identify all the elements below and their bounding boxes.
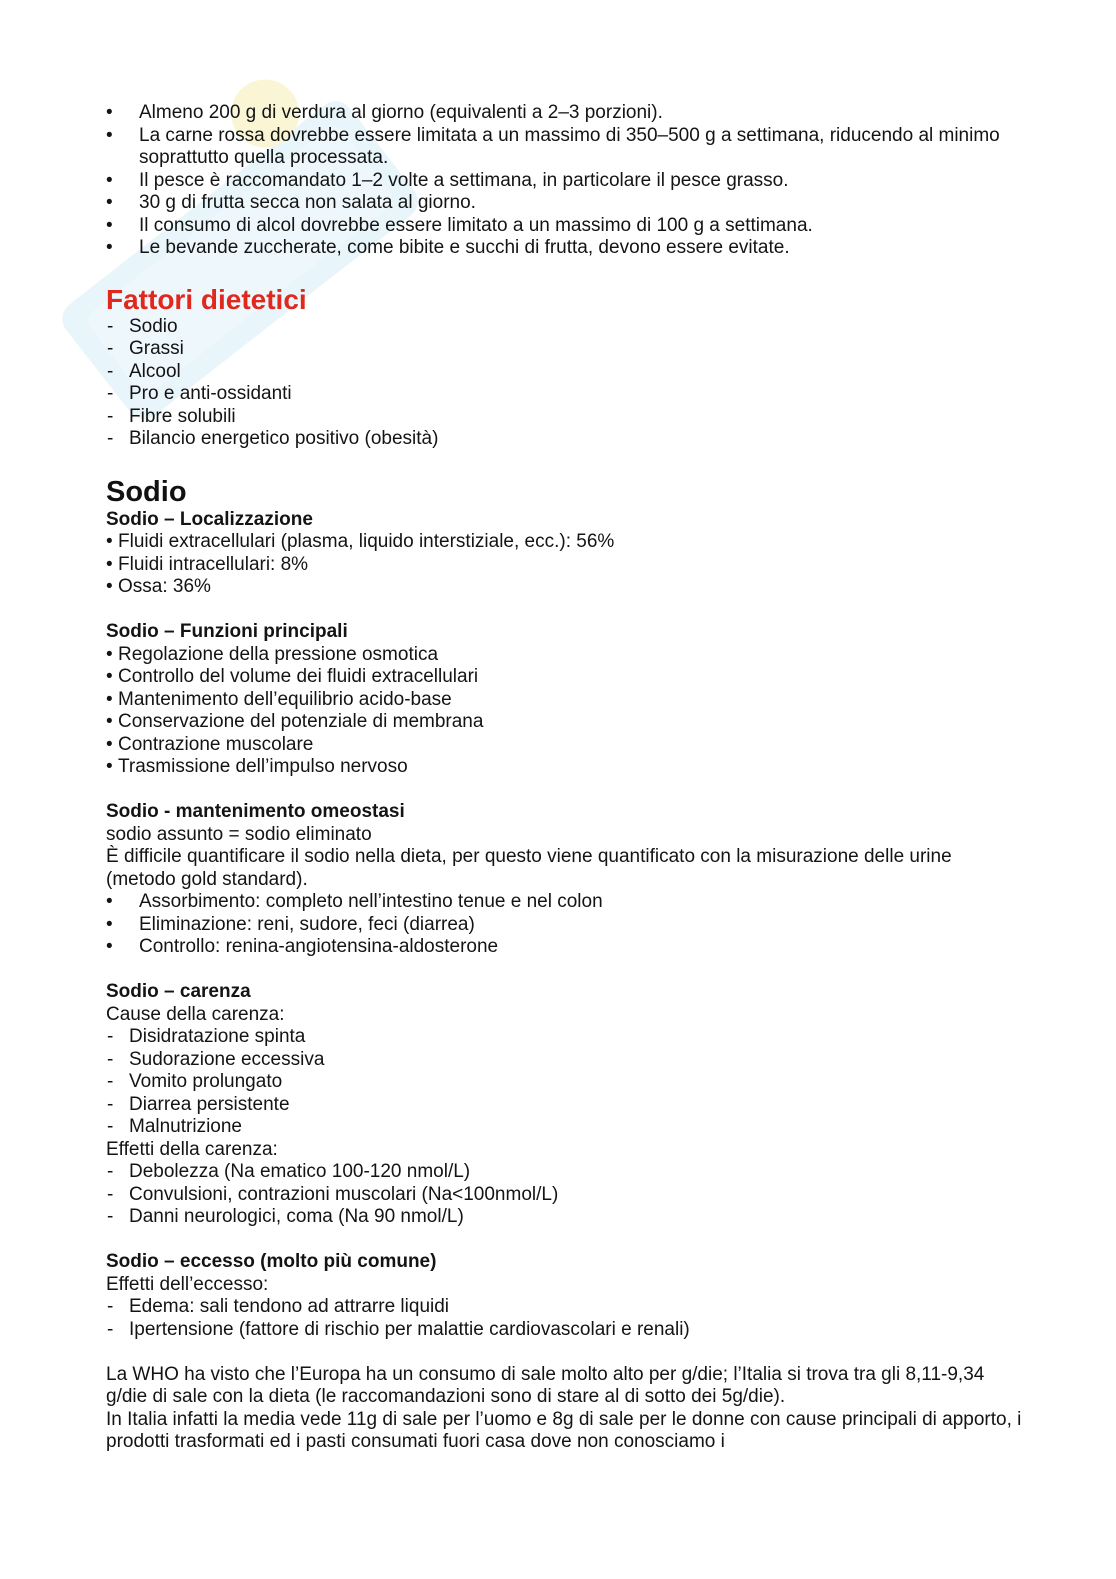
section-title-sodio: Sodio bbox=[106, 475, 187, 508]
list-item: - Sudorazione eccessiva bbox=[106, 1049, 1026, 1072]
intro-bullet-list bbox=[106, 102, 1026, 260]
list-item: - Danni neurologici, coma (Na 90 nmol/L) bbox=[106, 1206, 1026, 1229]
list-item: • Trasmissione dell’impulso nervoso bbox=[106, 756, 1026, 779]
list-item: • Regolazione della pressione osmotica bbox=[106, 644, 1026, 667]
list-item: - Disidratazione spinta bbox=[106, 1026, 1026, 1049]
eccesso-effetti-label: Effetti dell’eccesso: bbox=[106, 1273, 269, 1295]
funzioni-list bbox=[106, 644, 1026, 779]
list-item: • Controllo del volume dei fluidi extracellulari bbox=[106, 666, 1026, 689]
heading-carenza: Sodio – carenza bbox=[106, 981, 251, 1002]
carenza-effetti-label: Effetti della carenza: bbox=[106, 1138, 278, 1160]
list-item: • Controllo: renina-angiotensina-aldosterone bbox=[106, 936, 1026, 959]
list-item: • Almeno 200 g di verdura al giorno (equivalenti a 2–3 porzioni). bbox=[106, 102, 1026, 125]
list-item: - Alcool bbox=[106, 361, 1026, 384]
carenza-effetti-list bbox=[106, 1161, 1026, 1229]
list-item: - Convulsioni, contrazioni muscolari (Na<100nmol/L) bbox=[106, 1184, 1026, 1207]
list-item: - Malnutrizione bbox=[106, 1116, 1026, 1139]
omeostasi-list bbox=[106, 891, 1026, 959]
heading-omeostasi: Sodio - mantenimento omeostasi bbox=[106, 801, 405, 822]
list-item: - Debolezza (Na ematico 100-120 nmol/L) bbox=[106, 1161, 1026, 1184]
list-item: - Pro e anti-ossidanti bbox=[106, 383, 1026, 406]
list-item: • Il pesce è raccomandato 1–2 volte a settimana, in particolare il pesce grasso. bbox=[106, 170, 1026, 193]
who-paragraph: La WHO ha visto che l’Europa ha un consumo di sale molto alto per g/die; l’Italia si trova tra gli 8,11-9,34 g/die di sale con la dieta (le raccomandazioni sono di stare al di sotto dei 5g/die). bbox=[106, 1363, 985, 1407]
list-item: - Grassi bbox=[106, 338, 1026, 361]
carenza-cause-list bbox=[106, 1026, 1026, 1139]
list-item: - Edema: sali tendono ad attrarre liquidi bbox=[106, 1296, 1026, 1319]
list-item: • Contrazione muscolare bbox=[106, 734, 1026, 757]
list-item: - Fibre solubili bbox=[106, 406, 1026, 429]
omeostasi-text: È difficile quantificare il sodio nella dieta, per questo viene quantificato con la misurazione delle urine (metodo gold standard). bbox=[106, 846, 952, 890]
list-item: - Ipertensione (fattore di rischio per malattie cardiovascolari e renali) bbox=[106, 1319, 1026, 1342]
omeostasi-equation: sodio assunto = sodio eliminato bbox=[106, 823, 372, 845]
section-title-fattori: Fattori dietetici bbox=[106, 283, 307, 315]
list-item: - Bilancio energetico positivo (obesità) bbox=[106, 428, 1026, 451]
carenza-cause-label: Cause della carenza: bbox=[106, 1003, 285, 1025]
list-item: • Ossa: 36% bbox=[106, 576, 1026, 599]
list-item: • Il consumo di alcol dovrebbe essere limitato a un massimo di 100 g a settimana. bbox=[106, 215, 1026, 238]
list-item: • Fluidi extracellulari (plasma, liquido interstiziale, ecc.): 56% bbox=[106, 531, 1026, 554]
fattori-list bbox=[106, 316, 1026, 451]
list-item: • 30 g di frutta secca non salata al giorno. bbox=[106, 192, 1026, 215]
document-page bbox=[106, 102, 1026, 1454]
list-item: - Sodio bbox=[106, 316, 1026, 339]
italia-paragraph: In Italia infatti la media vede 11g di sale per l’uomo e 8g di sale per le donne con cause principali di apporto, i prodotti trasformati ed i pasti consumati fuori casa dove non conosciamo i bbox=[106, 1408, 1022, 1452]
list-item: - Diarrea persistente bbox=[106, 1094, 1026, 1117]
list-item: • Conservazione del potenziale di membrana bbox=[106, 711, 1026, 734]
heading-eccesso: Sodio – eccesso (molto più comune) bbox=[106, 1251, 437, 1272]
heading-localizzazione: Sodio – Localizzazione bbox=[106, 508, 313, 530]
list-item: - Vomito prolungato bbox=[106, 1071, 1026, 1094]
heading-funzioni: Sodio – Funzioni principali bbox=[106, 621, 348, 642]
eccesso-effetti-list bbox=[106, 1296, 1026, 1341]
list-item: • Assorbimento: completo nell’intestino tenue e nel colon bbox=[106, 891, 1026, 914]
list-item: • La carne rossa dovrebbe essere limitata a un massimo di 350–500 g a settimana, riducendo al minimo soprattutto quella processata. bbox=[106, 125, 1026, 170]
localizzazione-list bbox=[106, 531, 1026, 599]
list-item: • Le bevande zuccherate, come bibite e succhi di frutta, devono essere evitate. bbox=[106, 237, 1026, 260]
list-item: • Fluidi intracellulari: 8% bbox=[106, 554, 1026, 577]
list-item: • Eliminazione: reni, sudore, feci (diarrea) bbox=[106, 914, 1026, 937]
list-item: • Mantenimento dell’equilibrio acido-base bbox=[106, 689, 1026, 712]
